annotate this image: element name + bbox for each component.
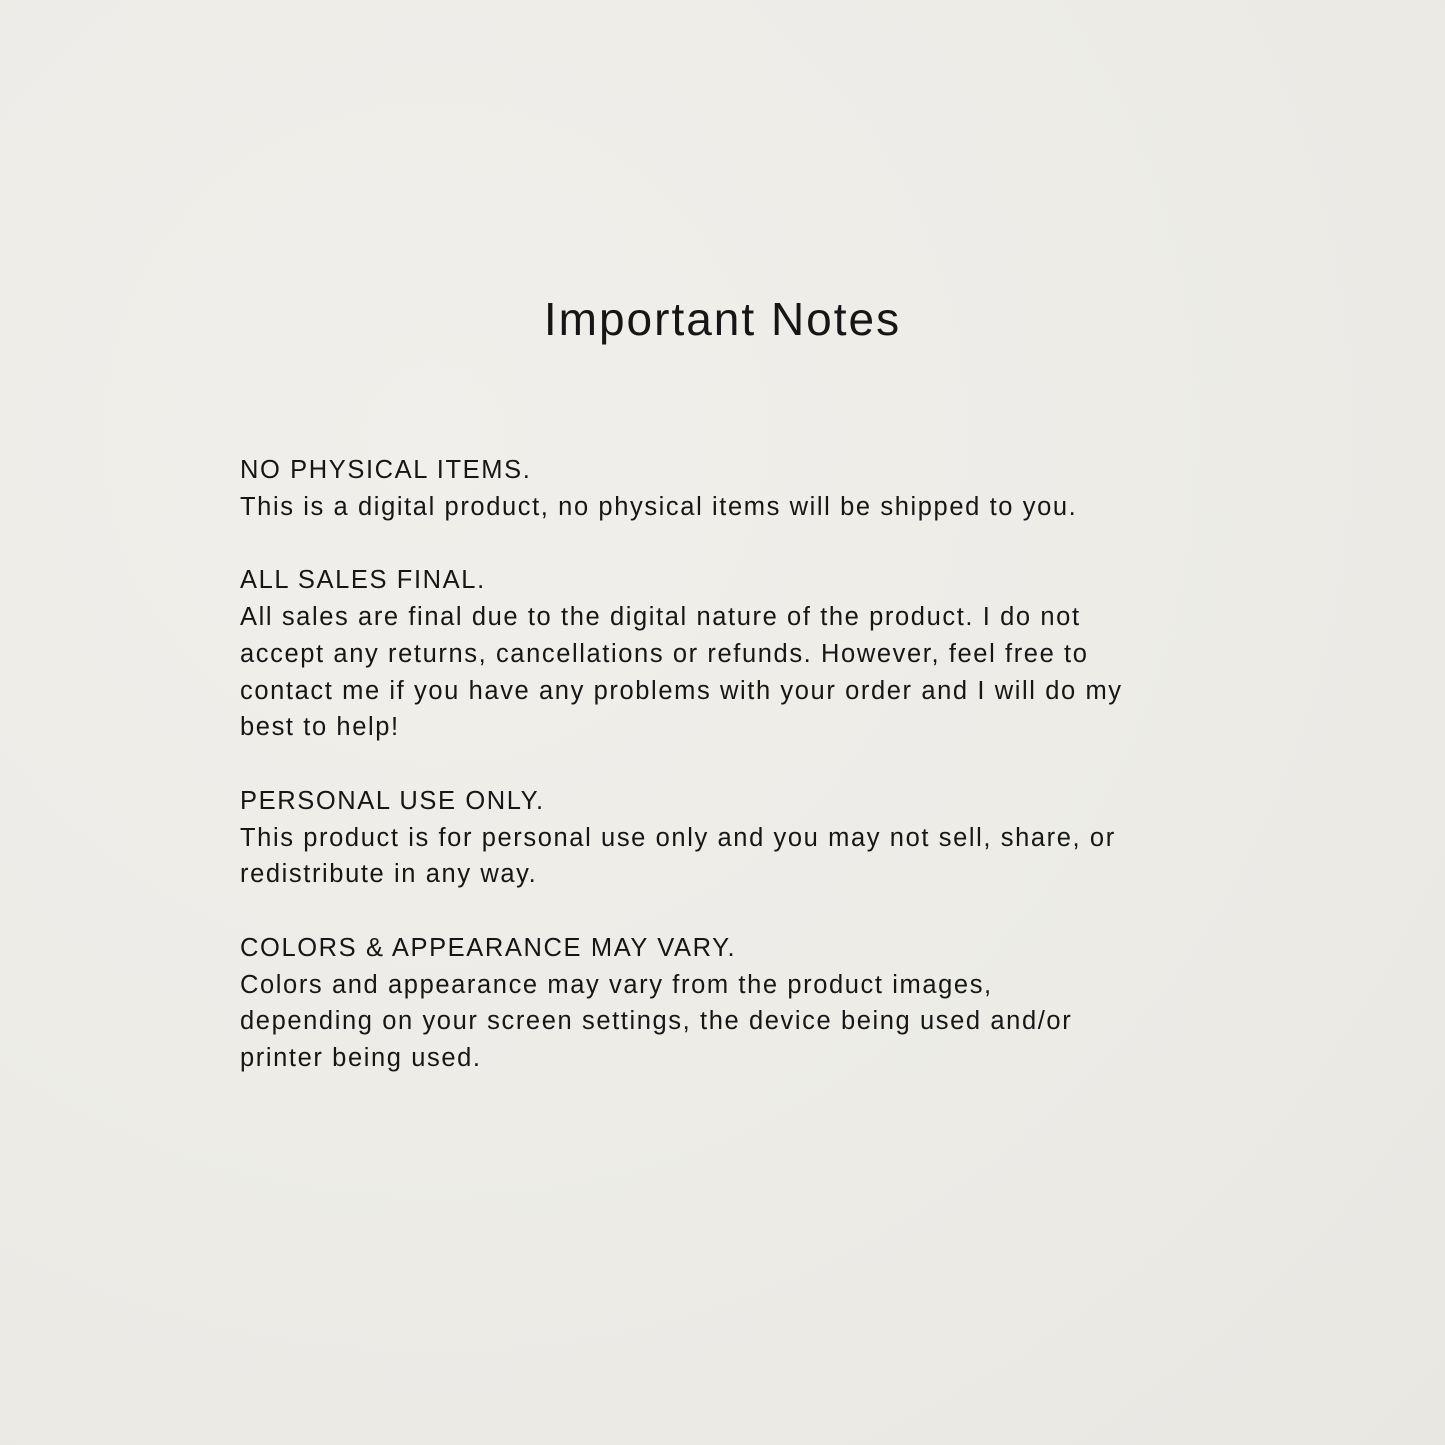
page-title: Important Notes: [543, 293, 902, 345]
note-text: This is a digital product, no physical items will be shipped to you.: [240, 492, 1078, 521]
note-text: accept any returns, cancellations or refunds. However, feel free to: [240, 639, 1089, 668]
note-text: printer being used.: [240, 1044, 482, 1073]
note-heading: NO PHYSICAL ITEMS.: [240, 456, 532, 484]
notes-content: [240, 452, 1280, 1114]
note-heading: PERSONAL USE ONLY.: [240, 786, 545, 815]
note-text: All sales are final due to the digital nature of the product. I do not: [240, 603, 1081, 632]
note-colors-may-vary: [240, 930, 1280, 1077]
note-text: contact me if you have any problems with your order and I will do my: [240, 676, 1123, 705]
note-text: This product is for personal use only and you may not sell, share, or: [240, 823, 1116, 852]
note-text: Colors and appearance may vary from the product images,: [240, 970, 993, 999]
note-text: redistribute in any way.: [240, 860, 538, 889]
note-heading: COLORS & APPEARANCE MAY VARY.: [240, 934, 737, 963]
note-text: depending on your screen settings, the device being used and/or: [240, 1007, 1073, 1036]
note-heading: ALL SALES FINAL.: [240, 566, 486, 595]
note-text: best to help!: [240, 713, 400, 742]
note-all-sales-final: [240, 562, 1280, 746]
note-personal-use-only: [240, 783, 1280, 893]
note-no-physical-items: [240, 452, 1280, 525]
